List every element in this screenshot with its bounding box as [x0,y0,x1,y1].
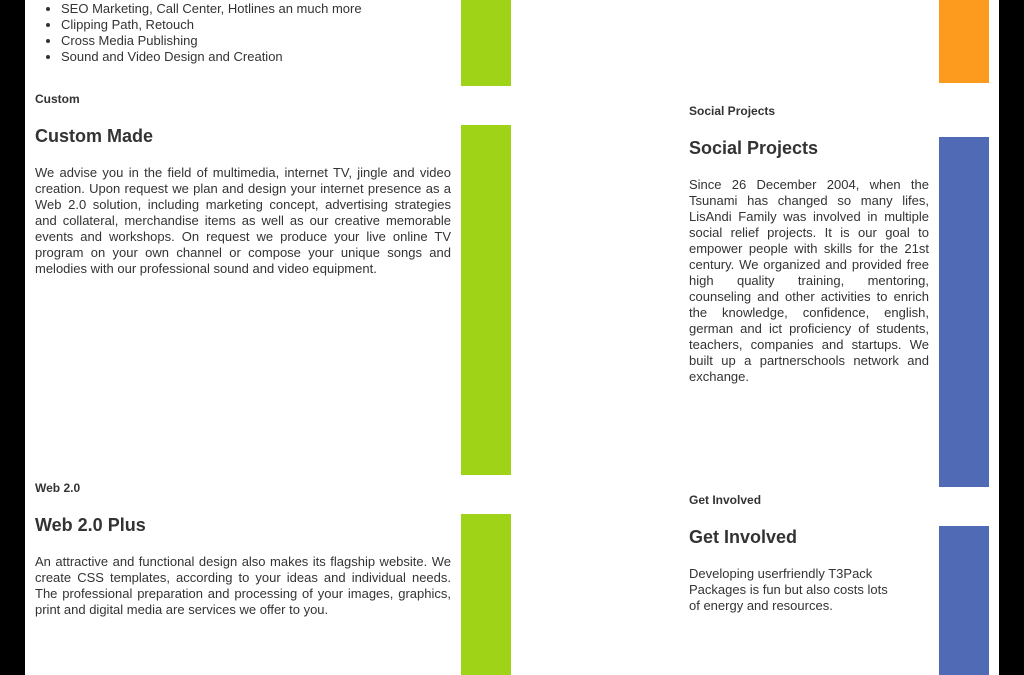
web20-body: An attractive and functional design also makes its flagship website. We create CSS templates, according to your ideas and individual needs. The professional preparation and processing of your images, graphics, print and digital media are services we offer to you. [35,554,451,617]
list-item: • Clipping Path, Retouch [61,17,362,33]
social-title: Social Projects [689,138,819,158]
custom-kicker: Custom [35,92,80,106]
green-accent-bar-custom [461,125,511,475]
social-body: Since 26 December 2004, when the Tsunami has changed so many lifes, LisAndi Family was involved in multiple social relief projects. It is our goal to empower people with skills for the 21st century. We organized and provided free high quality training, mentoring, counseling and other activities to enrich the knowledge, confidence, english, german and ict proficiency of students, teachers, companies and startups. We built up a partnerschools network and exchange. [689,177,929,384]
page-content [25,0,999,675]
blue-accent-bar-social [939,137,989,487]
services-list [41,1,362,65]
custom-body: We advise you in the field of multimedia, internet TV, jingle and video creation. Upon request we plan and design your internet presence as a Web 2.0 solution, including marketing concept, advertising strategies and collateral, merchandise items as well as our creative memorable events and workshops. On request we produce your live online TV program on your own channel or compose your unique songs and melodies with our professional sound and video equipment. [35,165,451,276]
involved-body: Developing userfriendly T3Pack Packages is fun but also costs lots of energy and resources. [689,566,888,613]
involved-kicker: Get Involved [689,493,762,507]
list-item: • Sound and Video Design and Creation [61,49,362,65]
green-accent-bar-web20 [461,514,511,675]
orange-accent-bar [939,0,989,83]
green-accent-bar-top [461,0,511,86]
social-kicker: Social Projects [689,104,776,118]
web20-kicker: Web 2.0 [35,481,81,495]
involved-title: Get Involved [689,527,798,547]
blue-accent-bar-involved [939,526,989,675]
web20-title: Web 2.0 Plus [35,515,146,535]
list-item: • SEO Marketing, Call Center, Hotlines an much more [61,1,362,17]
list-item: • Cross Media Publishing [61,33,362,49]
custom-title: Custom Made [35,126,154,146]
